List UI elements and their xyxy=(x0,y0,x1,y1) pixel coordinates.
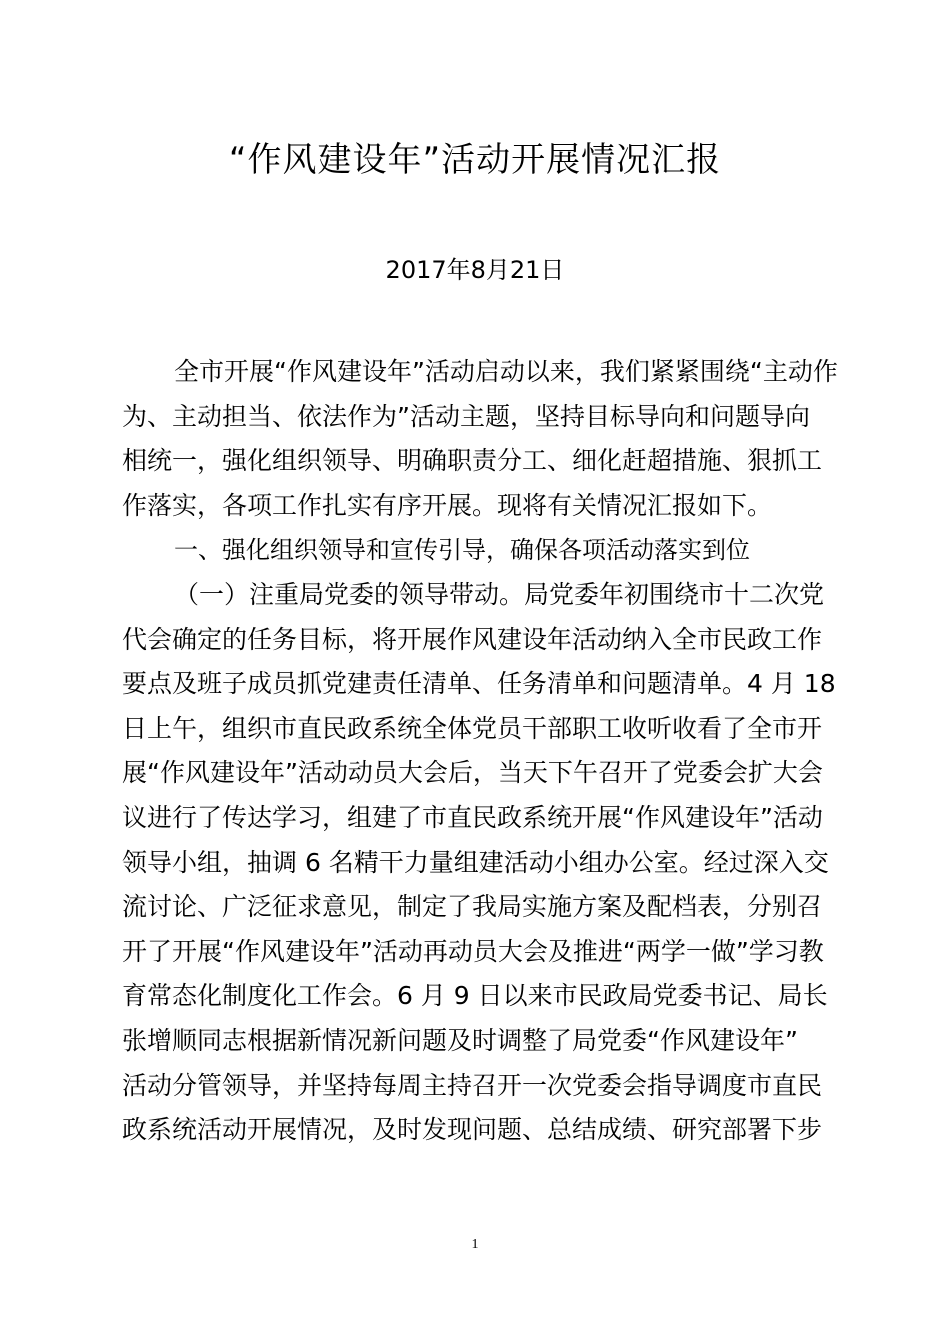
document-title: “作风建设年”活动开展情况汇报 xyxy=(228,140,722,180)
paragraph-line: 政系统活动开展情况，及时发现问题、总结成绩、研究部署下步 xyxy=(122,1115,823,1145)
paragraph-line: 展“作风建设年”活动动员大会后，当天下午召开了党委会扩大会 xyxy=(122,758,823,788)
paragraph-line: 议进行了传达学习，组建了市直民政系统开展“作风建设年”活动 xyxy=(122,802,823,832)
paragraph-line: 活动分管领导，并坚持每周主持召开一次党委会指导调度市直民 xyxy=(122,1070,823,1100)
paragraph-line: 代会确定的任务目标，将开展作风建设年活动纳入全市民政工作 xyxy=(122,624,823,654)
document-body xyxy=(122,350,838,1153)
paragraph-line: 要点及班子成员抓党建责任清单、任务清单和问题清单。4 月 18 xyxy=(122,669,836,699)
paragraph-line: 领导小组，抽调 6 名精干力量组建活动小组办公室。经过深入交 xyxy=(122,847,829,877)
paragraph-line: 育常态化制度化工作会。6 月 9 日以来市民政局党委书记、局长 xyxy=(122,981,828,1011)
paragraph-line: 开了开展“作风建设年”活动再动员大会及推进“两学一做”学习教 xyxy=(122,936,824,966)
subsection-paragraph xyxy=(122,573,834,1153)
intro-paragraph xyxy=(122,350,838,528)
paragraph-line: 流讨论、广泛征求意见，制定了我局实施方案及配档表，分别召 xyxy=(122,892,823,922)
paragraph-line: 相统一，强化组织领导、明确职责分工、细化赶超措施、狠抓工 xyxy=(122,446,823,476)
section-heading: 一、强化组织领导和宣传引导，确保各项活动落实到位 xyxy=(174,536,750,565)
paragraph-line: 全市开展“作风建设年”活动启动以来，我们紧紧围绕“主动作 xyxy=(174,357,838,386)
paragraph-line: 日上午，组织市直民政系统全体党员干部职工收听收看了全市开 xyxy=(122,713,823,743)
page-number: 1 xyxy=(471,1237,479,1252)
paragraph-line: 张增顺同志根据新情况新问题及时调整了局党委“作风建设年” xyxy=(122,1025,798,1055)
paragraph-line: （一）注重局党委的领导带动。局党委年初围绕市十二次党 xyxy=(174,579,825,609)
paragraph-line: 作落实，各项工作扎实有序开展。现将有关情况汇报如下。 xyxy=(122,490,773,520)
paragraph-line: 为、主动担当、依法作为”活动主题，坚持目标导向和问题导向 xyxy=(122,401,810,431)
document-date: 2017年8月21日 xyxy=(385,256,565,284)
